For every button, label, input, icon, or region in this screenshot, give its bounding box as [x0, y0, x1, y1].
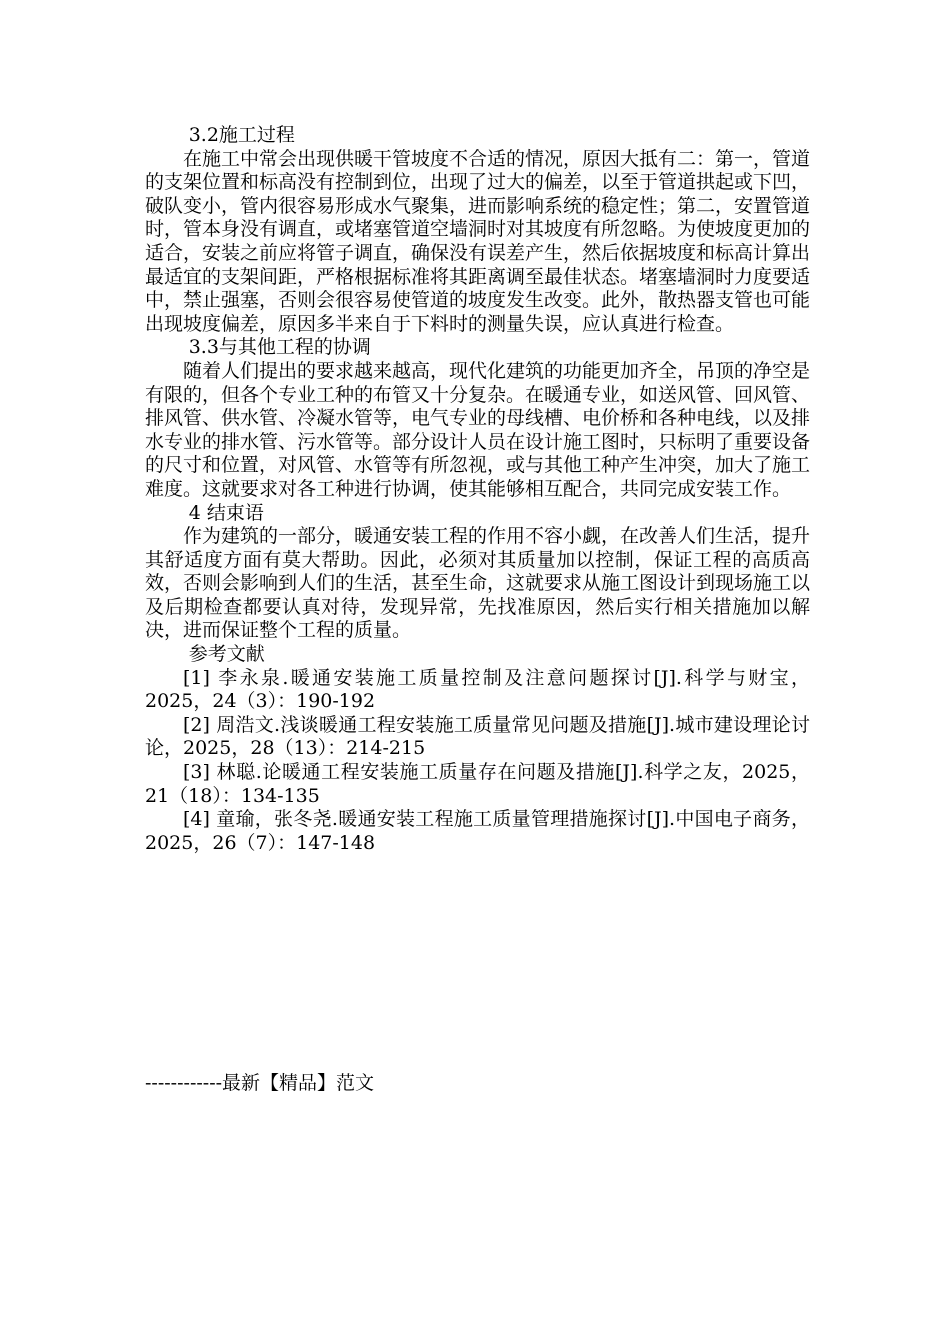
- footer-text: ------------最新【精品】范文: [145, 1072, 375, 1094]
- document-body: [145, 124, 810, 855]
- body-paragraph: 作为建筑的一部分，暖通安装工程的作用不容小觑，在改善人们生活，提升其舒适度方面有莫大帮助。因此，必须对其质量加以控制，保证工程的高质高效，否则会影响到人们的生活，甚至生命，这就要求从施工图设计到现场施工以及后期检查都要认真对待，发现异常，先找准原因，然后实行相关措施加以解决，进而保证整个工程的质量。: [145, 525, 811, 642]
- section-heading-3-3: 3.3与其他工程的协调: [188, 336, 371, 359]
- reference-item: [2] 周浩文.浅谈暖通工程安装施工质量常见问题及措施[J].城市建设理论讨论，2025，28（13）：214-215: [145, 713, 810, 760]
- references-heading: 参考文献: [188, 643, 265, 666]
- reference-item: [4] 童瑜，张冬尧.暖通安装工程施工质量管理措施探讨[J].中国电子商务，2025，26（7）：147-148: [145, 808, 810, 854]
- reference-item: [1] 李永泉.暖通安装施工质量控制及注意问题探讨[J].科学与财宝，2025，24（3）：190-192: [145, 666, 810, 713]
- section-heading-4: 4 结束语: [188, 501, 264, 524]
- body-paragraph: 在施工中常会出现供暖干管坡度不合适的情况，原因大抵有二：第一，管道的支架位置和标高没有控制到位，出现了过大的偏差，以至于管道拱起或下凹，破队变小，管内很容易形成水气聚集，进而影响系统的稳定性；第二，安置管道时，管本身没有调直，或堵塞管道空墙洞时对其坡度有所忽略。为使坡度更加的适合，安装之前应将管子调直，确保没有误差产生，然后依据坡度和标高计算出最适宜的支架间距，严格根据标准将其距离调至最佳状态。堵塞墙洞时力度要适中，禁止强塞，否则会很容易使管道的坡度发生改变。此外，散热器支管也可能出现坡度偏差，原因多半来自于下料时的测量失误，应认真进行检查。: [145, 147, 811, 335]
- body-paragraph: 随着人们提出的要求越来越高，现代化建筑的功能更加齐全，吊顶的净空是有限的，但各个专业工种的布管又十分复杂。在暖通专业，如送风管、回风管、排风管、供水管、冷凝水管等，电气专业的母线槽、电价桥和各种电线，以及排水专业的排水管、污水管等。部分设计人员在设计施工图时，只标明了重要设备的尺寸和位置，对风管、水管等有所忽视，或与其他工种产生冲突，加大了施工难度。这就要求对各工种进行协调，使其能够相互配合，共同完成安装工作。: [145, 359, 811, 500]
- section-heading-3-2: 3.2施工过程: [188, 124, 295, 146]
- reference-item: [3] 林聪.论暖通工程安装施工质量存在问题及措施[J].科学之友，2025，21（18）：134-135: [145, 761, 810, 807]
